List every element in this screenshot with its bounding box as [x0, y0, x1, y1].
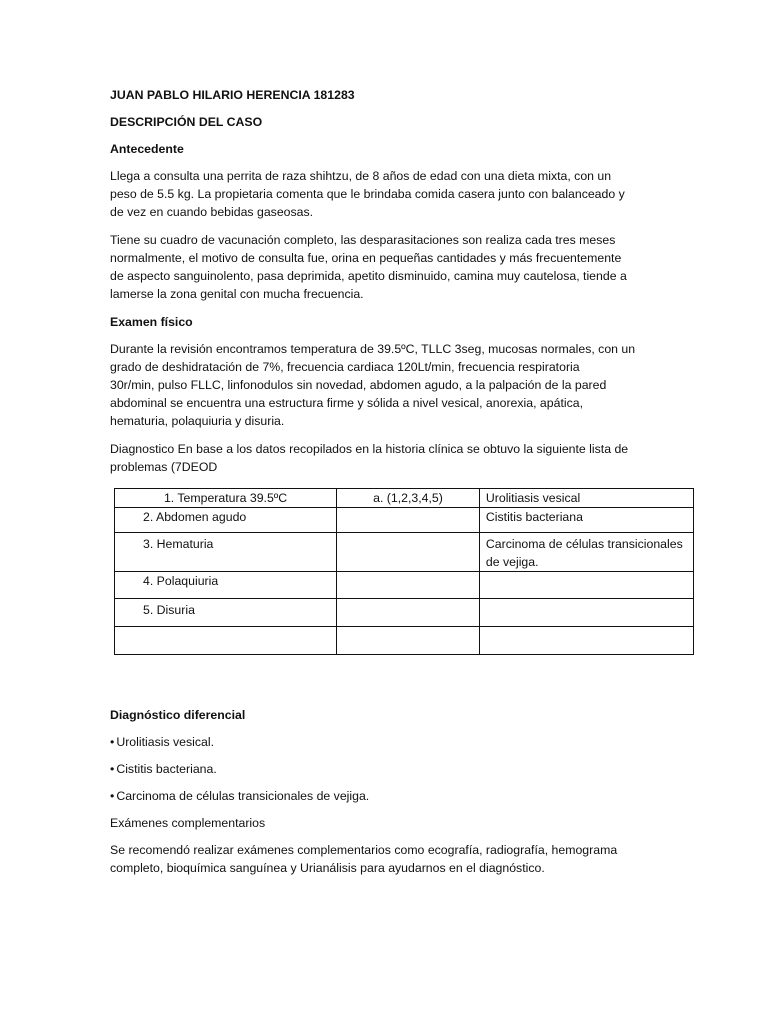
table-cell: 5. Disuria [115, 599, 337, 627]
author-title: JUAN PABLO HILARIO HERENCIA 181283 [110, 88, 355, 102]
list-item: • Cistitis bacteriana. [110, 760, 670, 778]
line: de vez en cuando bebidas gaseosas. [110, 205, 314, 219]
table-row [115, 489, 694, 508]
table-cell: 4. Polaquiuria [115, 572, 337, 599]
case-description-heading: DESCRIPCIÓN DEL CASO [110, 115, 263, 129]
examenes-complementarios-heading: Exámenes complementarios [110, 816, 266, 830]
table-cell [337, 508, 480, 533]
line: Llega a consulta una perrita de raza shihtzu, de 8 años de edad con una dieta mixta, con un [110, 169, 612, 183]
line: lamerse la zona genital con mucha frecuencia. [110, 287, 364, 301]
line: problemas (7DEOD [110, 460, 218, 474]
list-item: • Urolitiasis vesical. [110, 733, 670, 751]
line: peso de 5.5 kg. La propietaria comenta que le brindaba comida casera junto con balanceado y [110, 187, 625, 201]
line: Durante la revisión encontramos temperatura de 39.5ºC, TLLC 3seg, mucosas normales, con un [110, 342, 636, 356]
line: completo, bioquímica sanguínea y Urianálisis para ayudarnos en el diagnóstico. [110, 861, 545, 875]
line: 30r/min, pulso FLLC, linfonodulos sin novedad, abdomen agudo, a la palpación de la pared [110, 378, 607, 392]
table-cell [337, 572, 480, 599]
table-cell [479, 533, 693, 572]
list-item: • Carcinoma de células transicionales de vejiga. [110, 787, 670, 805]
table-cell [479, 599, 693, 627]
document-page [110, 86, 683, 887]
table-cell: a. (1,2,3,4,5) [337, 489, 480, 508]
line: Se recomendó realizar exámenes complementarios como ecografía, radiografía, hemograma [110, 843, 618, 857]
line: Diagnostico En base a los datos recopilados en la historia clínica se obtuvo la siguiente lista de [110, 442, 629, 456]
table-row [115, 627, 694, 655]
line: de vejiga. [485, 555, 539, 569]
table-cell: Cistitis bacteriana [479, 508, 693, 533]
table-row [115, 599, 694, 627]
diagnostico-diferencial-heading: Diagnóstico diferencial [110, 708, 246, 722]
line: Carcinoma de células transicionales [485, 537, 683, 551]
antecedente-paragraph-1 [110, 167, 670, 221]
table-row [115, 533, 694, 572]
complementarios-paragraph [110, 841, 670, 877]
table-cell [479, 572, 693, 599]
table-cell [337, 599, 480, 627]
line: hematuria, polaquiuria y disuria. [110, 414, 285, 428]
examen-fisico-heading: Examen físico [110, 315, 193, 329]
table-cell [337, 627, 480, 655]
line: Tiene su cuadro de vacunación completo, las desparasitaciones son realiza cada tres meses [110, 233, 616, 247]
problem-list-table [114, 488, 694, 655]
table-cell [337, 533, 480, 572]
spacer [110, 655, 670, 706]
antecedente-heading: Antecedente [110, 142, 184, 156]
table-row [115, 572, 694, 599]
antecedente-paragraph-2 [110, 231, 670, 303]
examen-fisico-paragraph [110, 340, 670, 430]
line: normalmente, el motivo de consulta fue, orina en pequeñas cantidades y más frecuentemente [110, 251, 622, 265]
table-cell: Urolitiasis vesical [479, 489, 693, 508]
table-cell: 3. Hematuria [115, 533, 337, 572]
line: de aspecto sanguinolento, pasa deprimida, apetito disminuido, camina muy cautelosa, tiende a [110, 269, 627, 283]
table-cell: 2. Abdomen agudo [115, 508, 337, 533]
line: grado de deshidratación de 7%, frecuencia cardiaca 120Lt/min, frecuencia respiratoria [110, 360, 580, 374]
table-cell [479, 627, 693, 655]
diagnostico-paragraph [110, 440, 670, 476]
table-cell [115, 627, 337, 655]
table-cell: 1. Temperatura 39.5ºC [115, 489, 337, 508]
table-row [115, 508, 694, 533]
line: abdominal se encuentra una estructura firme y sólida a nivel vesical, anorexia, apática, [110, 396, 584, 410]
